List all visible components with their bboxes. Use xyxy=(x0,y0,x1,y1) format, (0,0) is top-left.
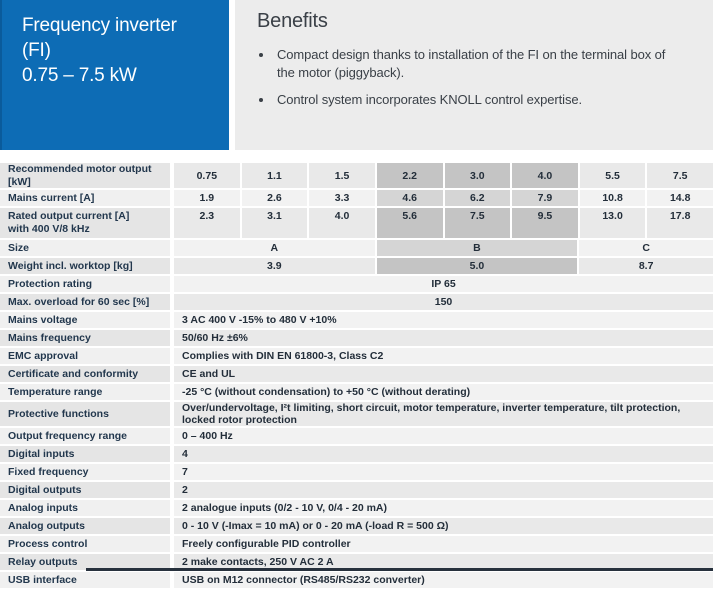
benefits-panel xyxy=(235,0,713,150)
spec-values xyxy=(174,482,713,498)
table-row xyxy=(0,536,713,552)
table-row xyxy=(0,348,713,364)
spec-value-cell: 2 xyxy=(174,482,713,498)
table-row xyxy=(0,276,713,292)
spec-value-cell: 3.0 xyxy=(445,163,511,188)
spec-values xyxy=(174,276,713,292)
spec-value-cell: 7.5 xyxy=(445,208,511,238)
section-divider-bar xyxy=(86,568,713,571)
table-row xyxy=(0,518,713,534)
spec-label: Mains current [A] xyxy=(0,190,170,206)
spec-values xyxy=(174,402,713,426)
spec-label-line-1: Rated output current [A] xyxy=(8,210,130,223)
spec-values xyxy=(174,428,713,444)
product-title-box xyxy=(0,0,229,150)
spec-value-cell: 1.1 xyxy=(242,163,308,188)
spec-label: Analog inputs xyxy=(0,500,170,516)
table-row xyxy=(0,446,713,462)
spec-value-cell: 7 xyxy=(174,464,713,480)
spec-value-cell: USB on M12 connector (RS485/RS232 converter) xyxy=(174,572,713,588)
spec-value-cell: 4.0 xyxy=(512,163,578,188)
spec-label: Mains voltage xyxy=(0,312,170,328)
spec-label: Weight incl. worktop [kg] xyxy=(0,258,170,274)
spec-value-cell: CE and UL xyxy=(174,366,713,382)
spec-group-cell: 5.0 xyxy=(377,258,578,274)
spec-values xyxy=(174,330,713,346)
spec-values xyxy=(174,208,713,238)
spec-value-cell: 2.6 xyxy=(242,190,308,206)
spec-value-cell: 50/60 Hz ±6% xyxy=(174,330,713,346)
spec-value-cell: 7.5 xyxy=(647,163,713,188)
spec-label: USB interface xyxy=(0,572,170,588)
spec-label: Digital outputs xyxy=(0,482,170,498)
spec-label-line-2: with 400 V/8 kHz xyxy=(8,222,90,235)
spec-label: Size xyxy=(0,240,170,256)
spec-group-cell: 3.9 xyxy=(174,258,375,274)
spec-label: Fixed frequency xyxy=(0,464,170,480)
header xyxy=(0,0,713,150)
table-row xyxy=(0,330,713,346)
spec-label: Process control xyxy=(0,536,170,552)
spec-label: Recommended motor output [kW] xyxy=(0,163,170,188)
spec-group-cell: 8.7 xyxy=(579,258,713,274)
table-row xyxy=(0,464,713,480)
spec-label: Protective functions xyxy=(0,402,170,426)
bullet-icon xyxy=(259,98,263,102)
spec-value-cell: 1.9 xyxy=(174,190,240,206)
spec-value-cell: 4.6 xyxy=(377,190,443,206)
spec-values xyxy=(174,312,713,328)
spec-values xyxy=(174,446,713,462)
spec-values xyxy=(174,348,713,364)
spec-value-cell: 9.5 xyxy=(512,208,578,238)
spec-values xyxy=(174,572,713,588)
spec-values xyxy=(174,366,713,382)
spec-value-cell: 2.2 xyxy=(377,163,443,188)
spec-value-cell: 2 make contacts, 250 V AC 2 A xyxy=(174,554,713,570)
spec-value-cell: 4 xyxy=(174,446,713,462)
table-row xyxy=(0,258,713,274)
table-row xyxy=(0,294,713,310)
benefit-item xyxy=(257,91,693,109)
benefits-list xyxy=(257,46,693,109)
spec-label: Analog outputs xyxy=(0,518,170,534)
spec-value-cell: 0 – 400 Hz xyxy=(174,428,713,444)
spec-group-cell: B xyxy=(377,240,578,256)
spec-value-cell: 2.3 xyxy=(174,208,240,238)
product-title-line-3: 0.75 – 7.5 kW xyxy=(22,65,137,87)
spec-value-cell: IP 65 xyxy=(174,276,713,292)
spec-label: Temperature range xyxy=(0,384,170,400)
spec-values xyxy=(174,500,713,516)
spec-value-cell: 3.1 xyxy=(242,208,308,238)
table-row xyxy=(0,240,713,256)
benefit-text: Control system incorporates KNOLL control expertise. xyxy=(277,92,583,108)
table-row xyxy=(0,428,713,444)
spec-values xyxy=(174,384,713,400)
spec-group-cell: A xyxy=(174,240,375,256)
benefit-item xyxy=(257,46,693,81)
spec-value-cell: 4.0 xyxy=(309,208,375,238)
spec-value-cell: -25 °C (without condensation) to +50 °C (without derating) xyxy=(174,384,713,400)
spec-value-cell: 1.5 xyxy=(309,163,375,188)
spec-label: Mains frequency xyxy=(0,330,170,346)
spec-value-cell: 3.3 xyxy=(309,190,375,206)
product-title-line-2: (FI) xyxy=(22,40,51,62)
table-row xyxy=(0,190,713,206)
benefits-title: Benefits xyxy=(257,10,328,32)
spec-value-cell: 2 analogue inputs (0/2 - 10 V, 0/4 - 20 mA) xyxy=(174,500,713,516)
table-row xyxy=(0,163,713,188)
spec-value-cell: 6.2 xyxy=(445,190,511,206)
spec-values xyxy=(174,464,713,480)
spec-value-cell: 14.8 xyxy=(647,190,713,206)
spec-label xyxy=(0,208,170,238)
spec-values xyxy=(174,294,713,310)
spec-label: Digital inputs xyxy=(0,446,170,462)
table-row xyxy=(0,572,713,588)
spec-label: EMC approval xyxy=(0,348,170,364)
spec-value-cell: 0 - 10 V (-Imax = 10 mA) or 0 - 20 mA (-load R = 500 Ω) xyxy=(174,518,713,534)
table-row xyxy=(0,500,713,516)
table-row xyxy=(0,208,713,238)
spec-value-cell: 13.0 xyxy=(580,208,646,238)
spec-values xyxy=(174,258,713,274)
spec-values xyxy=(174,536,713,552)
spec-values xyxy=(174,190,713,206)
spec-group-cell: C xyxy=(579,240,713,256)
benefit-text: Compact design thanks to installation of the FI on the terminal box of the motor (piggyback). xyxy=(277,47,666,80)
spec-value-cell: 3 AC 400 V -15% to 480 V +10% xyxy=(174,312,713,328)
bullet-icon xyxy=(259,53,263,57)
spec-value-cell: 7.9 xyxy=(512,190,578,206)
spec-values xyxy=(174,240,713,256)
table-row xyxy=(0,366,713,382)
spec-label: Relay outputs xyxy=(0,554,170,570)
spec-value-cell: 5.5 xyxy=(580,163,646,188)
spec-label: Certificate and conformity xyxy=(0,366,170,382)
spec-value-cell: 5.6 xyxy=(377,208,443,238)
spec-value-cell: 0.75 xyxy=(174,163,240,188)
product-title-line-1: Frequency inverter xyxy=(22,15,177,36)
spec-value-cell: Complies with DIN EN 61800-3, Class C2 xyxy=(174,348,713,364)
spec-value-cell: Freely configurable PID controller xyxy=(174,536,713,552)
spec-label: Output frequency range xyxy=(0,428,170,444)
spec-value-cell: 150 xyxy=(174,294,713,310)
table-row xyxy=(0,384,713,400)
spec-label: Max. overload for 60 sec [%] xyxy=(0,294,170,310)
table-row xyxy=(0,402,713,426)
spec-value-cell: 17.8 xyxy=(647,208,713,238)
spec-values xyxy=(174,163,713,188)
spec-value-cell: Over/undervoltage, I²t limiting, short circuit, motor temperature, inverter temperature, tilt protection, locked rotor protection xyxy=(174,402,713,426)
spec-label: Protection rating xyxy=(0,276,170,292)
table-row xyxy=(0,312,713,328)
spec-value-cell: 10.8 xyxy=(580,190,646,206)
spec-values xyxy=(174,518,713,534)
spec-table xyxy=(0,163,713,590)
table-row xyxy=(0,482,713,498)
